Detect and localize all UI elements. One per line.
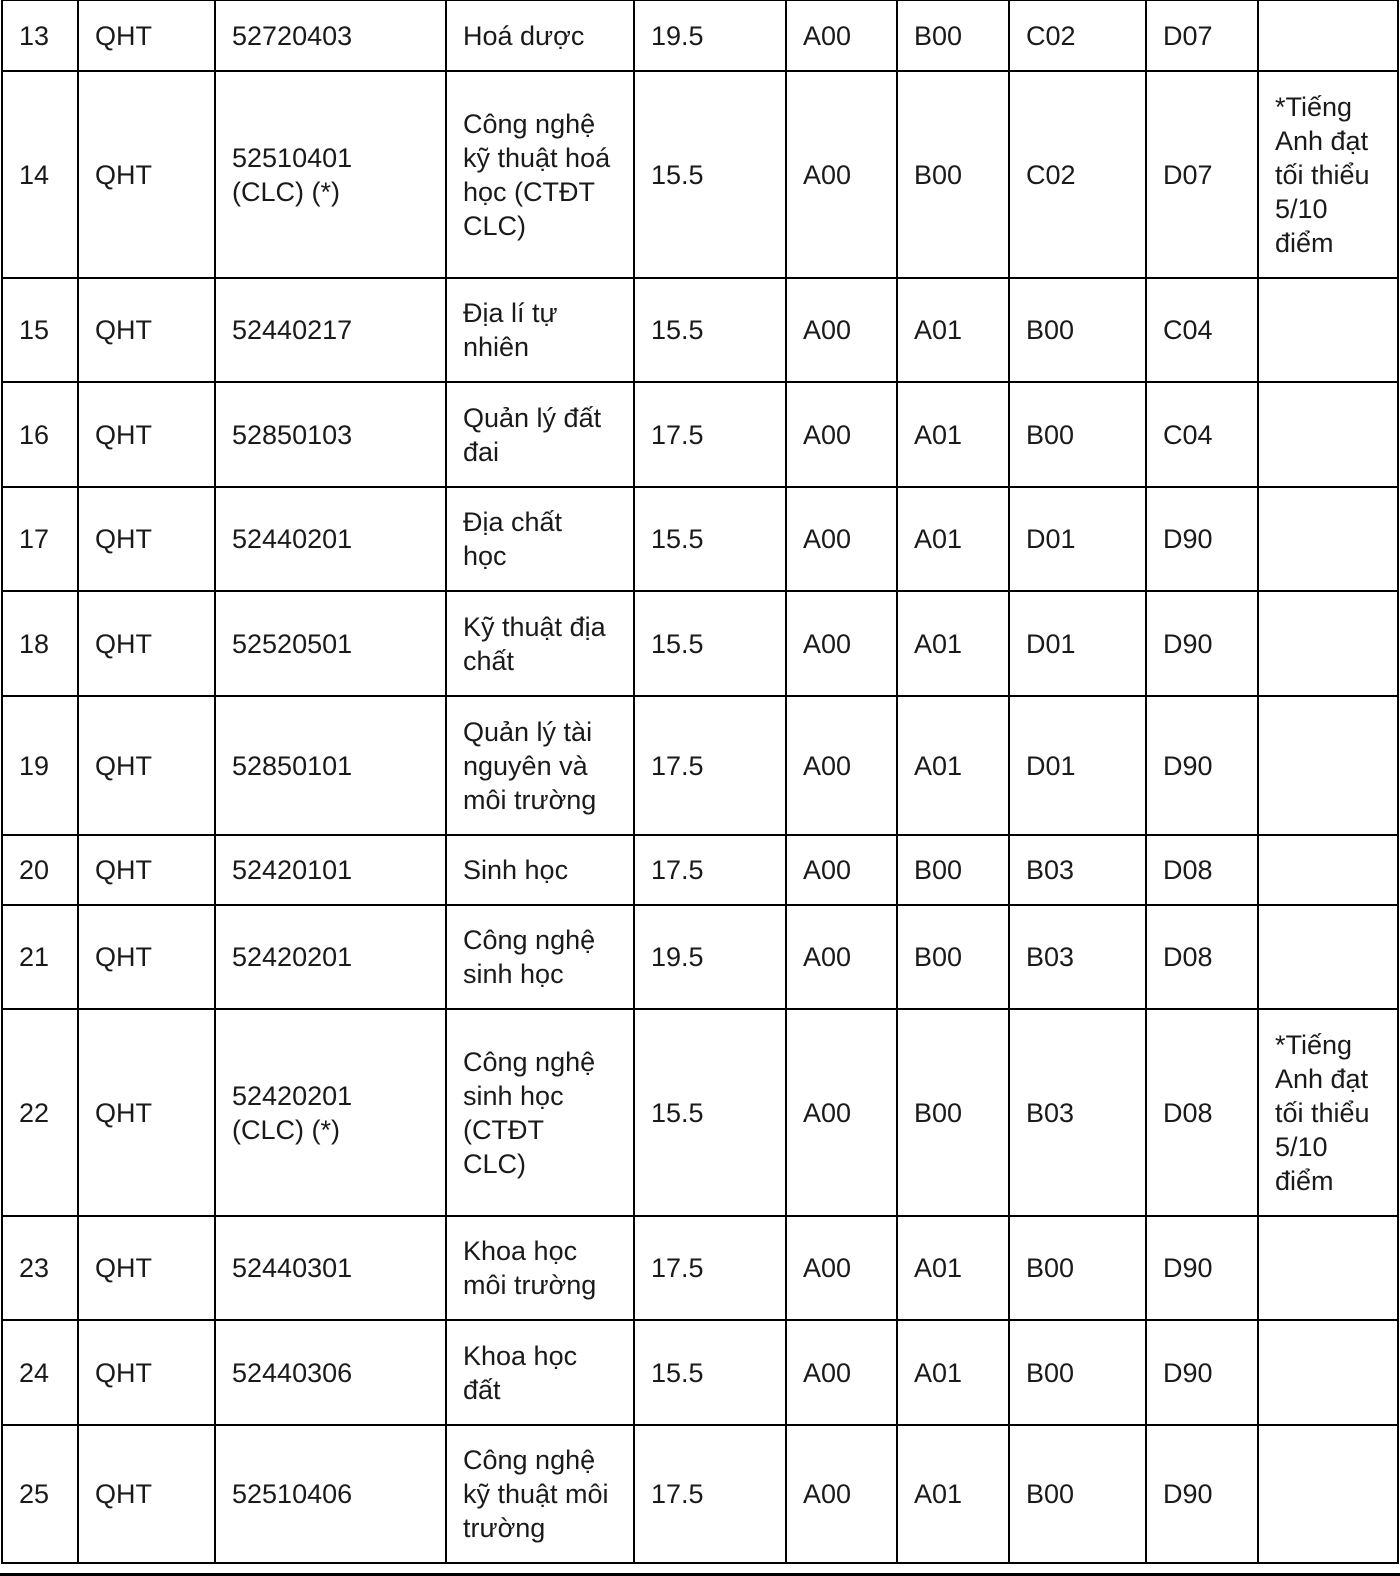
- major-code-cell-line: (CLC) (*): [232, 1114, 340, 1145]
- note-cell-line: điểm: [1275, 227, 1334, 258]
- note-cell: [1258, 278, 1398, 382]
- row-number-cell: 13: [2, 0, 78, 71]
- major-name-cell-line: Sinh học: [463, 855, 569, 885]
- cutoff-score-cell: 15.5: [634, 1009, 786, 1216]
- major-code-cell: [215, 0, 446, 71]
- table-row: [2, 835, 1398, 905]
- major-name-cell: [446, 278, 634, 382]
- subject-combo-cell: B00: [897, 1009, 1009, 1216]
- major-name-cell-line: Công nghệ: [463, 1046, 596, 1077]
- row-number-cell: 17: [2, 487, 78, 591]
- row-number-cell: 21: [2, 905, 78, 1009]
- note-cell: [1258, 1425, 1398, 1563]
- subject-combo-cell: C02: [1009, 0, 1146, 71]
- note-cell-line: *Tiếng: [1275, 91, 1353, 122]
- note-cell-line: 5/10: [1275, 1131, 1328, 1162]
- school-code-cell: QHT: [78, 1216, 215, 1320]
- major-code-cell-line: 52520501: [232, 628, 353, 659]
- table-body: [2, 0, 1398, 1563]
- subject-combo-cell: A00: [786, 905, 897, 1009]
- cutoff-score-cell: 17.5: [634, 835, 786, 905]
- subject-combo-cell: D90: [1146, 1216, 1258, 1320]
- major-name-cell-line: Khoa học: [463, 1340, 578, 1371]
- major-name-cell: [446, 1320, 634, 1425]
- subject-combo-cell: B00: [897, 835, 1009, 905]
- subject-combo-cell: B00: [1009, 1320, 1146, 1425]
- table-row: [2, 1320, 1398, 1425]
- row-number-cell: 16: [2, 382, 78, 487]
- major-code-cell: [215, 1009, 446, 1216]
- subject-combo-cell: C04: [1146, 382, 1258, 487]
- major-name-cell: [446, 835, 634, 905]
- subject-combo-cell: A01: [897, 487, 1009, 591]
- subject-combo-cell: A01: [897, 1216, 1009, 1320]
- major-code-cell: [215, 487, 446, 591]
- row-number-cell: 22: [2, 1009, 78, 1216]
- major-code-cell-line: 52420101: [232, 855, 353, 885]
- major-code-cell: [215, 696, 446, 835]
- school-code-cell: QHT: [78, 1009, 215, 1216]
- note-cell: [1258, 905, 1398, 1009]
- major-name-cell: [446, 71, 634, 278]
- subject-combo-cell: B00: [1009, 278, 1146, 382]
- school-code-cell: QHT: [78, 835, 215, 905]
- cutoff-score-cell: 15.5: [634, 1320, 786, 1425]
- major-name-cell-line: nguyên và: [463, 750, 588, 781]
- major-name-cell: [446, 591, 634, 696]
- cutoff-score-cell: 17.5: [634, 1425, 786, 1563]
- subject-combo-cell: A01: [897, 1320, 1009, 1425]
- major-name-cell-line: Khoa học: [463, 1236, 578, 1266]
- subject-combo-cell: B00: [897, 0, 1009, 71]
- note-cell-line: Anh đạt: [1275, 1063, 1369, 1094]
- school-code-cell: QHT: [78, 905, 215, 1009]
- major-name-cell-line: Hoá dược: [463, 20, 585, 51]
- major-name-cell-line: học (CTĐT: [463, 176, 596, 207]
- subject-combo-cell: A00: [786, 487, 897, 591]
- subject-combo-cell: A00: [786, 71, 897, 278]
- subject-combo-cell: A01: [897, 278, 1009, 382]
- note-cell: [1258, 382, 1398, 487]
- admission-score-table: [1, 0, 1399, 1564]
- subject-combo-cell: D90: [1146, 1320, 1258, 1425]
- subject-combo-cell: D08: [1146, 905, 1258, 1009]
- table-row: [2, 1216, 1398, 1320]
- major-name-cell-line: nhiên: [463, 332, 530, 362]
- school-code-cell: QHT: [78, 278, 215, 382]
- school-code-cell: QHT: [78, 71, 215, 278]
- major-name-cell-line: kỹ thuật môi: [463, 1479, 609, 1509]
- major-code-cell: [215, 1216, 446, 1320]
- subject-combo-cell: A00: [786, 1425, 897, 1563]
- major-name-cell: [446, 1216, 634, 1320]
- major-name-cell-line: (CTĐT: [463, 1114, 544, 1145]
- major-code-cell: [215, 835, 446, 905]
- subject-combo-cell: D01: [1009, 487, 1146, 591]
- major-code-cell: [215, 278, 446, 382]
- major-code-cell: [215, 905, 446, 1009]
- row-number-cell: 14: [2, 71, 78, 278]
- subject-combo-cell: B03: [1009, 1009, 1146, 1216]
- major-name-cell-line: Công nghệ: [463, 925, 596, 955]
- major-code-cell-line: 52440301: [232, 1253, 353, 1283]
- major-name-cell-line: CLC): [463, 1148, 527, 1179]
- major-name-cell-line: môi trường: [463, 1270, 597, 1300]
- major-name-cell: [446, 905, 634, 1009]
- subject-combo-cell: D08: [1146, 1009, 1258, 1216]
- subject-combo-cell: C02: [1009, 71, 1146, 278]
- major-name-cell-line: CLC): [463, 210, 527, 241]
- subject-combo-cell: A00: [786, 1320, 897, 1425]
- major-name-cell-line: môi trường: [463, 784, 597, 815]
- subject-combo-cell: B00: [1009, 1216, 1146, 1320]
- table-row: [2, 278, 1398, 382]
- major-code-cell: [215, 591, 446, 696]
- major-code-cell-line: 52440217: [232, 315, 353, 345]
- school-code-cell: QHT: [78, 591, 215, 696]
- major-name-cell: [446, 487, 634, 591]
- row-number-cell: 20: [2, 835, 78, 905]
- cutoff-score-cell: 17.5: [634, 1216, 786, 1320]
- cutoff-score-cell: 15.5: [634, 71, 786, 278]
- major-code-cell-line: 52850103: [232, 419, 353, 450]
- subject-combo-cell: A00: [786, 278, 897, 382]
- major-code-cell: [215, 382, 446, 487]
- subject-combo-cell: B00: [897, 905, 1009, 1009]
- subject-combo-cell: A00: [786, 1216, 897, 1320]
- note-cell-line: điểm: [1275, 1165, 1334, 1196]
- subject-combo-cell: A01: [897, 1425, 1009, 1563]
- subject-combo-cell: D90: [1146, 591, 1258, 696]
- subject-combo-cell: B00: [1009, 1425, 1146, 1563]
- school-code-cell: QHT: [78, 696, 215, 835]
- major-name-cell: [446, 1009, 634, 1216]
- major-code-cell: [215, 71, 446, 278]
- major-name-cell-line: Địa chất: [463, 507, 563, 537]
- major-name-cell-line: học: [463, 541, 507, 571]
- major-name-cell-line: đất: [463, 1374, 501, 1405]
- subject-combo-cell: A00: [786, 382, 897, 487]
- note-cell-line: tối thiểu: [1275, 1097, 1370, 1128]
- note-cell-line: Anh đạt: [1275, 125, 1369, 156]
- note-cell: [1258, 591, 1398, 696]
- note-cell: [1258, 487, 1398, 591]
- note-cell: [1258, 1009, 1398, 1216]
- note-cell: [1258, 0, 1398, 71]
- cutoff-score-cell: 19.5: [634, 0, 786, 71]
- subject-combo-cell: D07: [1146, 0, 1258, 71]
- row-number-cell: 15: [2, 278, 78, 382]
- subject-combo-cell: A00: [786, 0, 897, 71]
- subject-combo-cell: D90: [1146, 1425, 1258, 1563]
- subject-combo-cell: A01: [897, 382, 1009, 487]
- note-cell: [1258, 1320, 1398, 1425]
- note-cell-line: tối thiểu: [1275, 159, 1370, 190]
- row-number-cell: 25: [2, 1425, 78, 1563]
- subject-combo-cell: B03: [1009, 905, 1146, 1009]
- note-cell-line: 5/10: [1275, 193, 1328, 224]
- subject-combo-cell: D01: [1009, 696, 1146, 835]
- major-code-cell-line: 52440306: [232, 1357, 353, 1388]
- subject-combo-cell: D01: [1009, 591, 1146, 696]
- table-row: [2, 71, 1398, 278]
- row-number-cell: 23: [2, 1216, 78, 1320]
- subject-combo-cell: D90: [1146, 487, 1258, 591]
- cutoff-score-cell: 19.5: [634, 905, 786, 1009]
- table-row: [2, 591, 1398, 696]
- subject-combo-cell: A00: [786, 835, 897, 905]
- major-name-cell-line: Quản lý đất: [463, 402, 602, 433]
- major-name-cell: [446, 696, 634, 835]
- major-code-cell-line: (CLC) (*): [232, 176, 340, 207]
- major-name-cell: [446, 0, 634, 71]
- cutoff-score-cell: 17.5: [634, 382, 786, 487]
- subject-combo-cell: A00: [786, 591, 897, 696]
- major-code-cell-line: 52850101: [232, 750, 353, 781]
- subject-combo-cell: B00: [1009, 382, 1146, 487]
- major-name-cell-line: trường: [463, 1513, 546, 1543]
- subject-combo-cell: A00: [786, 696, 897, 835]
- subject-combo-cell: D07: [1146, 71, 1258, 278]
- cutoff-score-cell: 15.5: [634, 278, 786, 382]
- note-cell: [1258, 71, 1398, 278]
- table-row: [2, 905, 1398, 1009]
- table-row: [2, 1009, 1398, 1216]
- table-row: [2, 487, 1398, 591]
- major-name-cell-line: Địa lí tự: [463, 298, 558, 328]
- major-name-cell-line: Công nghệ: [463, 108, 596, 139]
- school-code-cell: QHT: [78, 382, 215, 487]
- subject-combo-cell: B00: [897, 71, 1009, 278]
- row-number-cell: 18: [2, 591, 78, 696]
- major-code-cell-line: 52720403: [232, 20, 353, 51]
- school-code-cell: QHT: [78, 487, 215, 591]
- cutoff-score-cell: 17.5: [634, 696, 786, 835]
- subject-combo-cell: C04: [1146, 278, 1258, 382]
- subject-combo-cell: A00: [786, 1009, 897, 1216]
- major-code-cell: [215, 1320, 446, 1425]
- major-name-cell: [446, 1425, 634, 1563]
- major-name-cell-line: sinh học: [463, 1080, 564, 1111]
- cutoff-score-cell: 15.5: [634, 591, 786, 696]
- major-name-cell-line: sinh học: [463, 959, 564, 989]
- school-code-cell: QHT: [78, 1320, 215, 1425]
- major-name-cell-line: Công nghệ: [463, 1445, 596, 1475]
- table-row: [2, 0, 1398, 71]
- note-cell: [1258, 696, 1398, 835]
- major-code-cell-line: 52510401: [232, 142, 353, 173]
- subject-combo-cell: D90: [1146, 696, 1258, 835]
- table-row: [2, 1425, 1398, 1563]
- table-row: [2, 382, 1398, 487]
- major-name-cell-line: đai: [463, 436, 500, 467]
- major-name-cell: [446, 382, 634, 487]
- subject-combo-cell: A01: [897, 696, 1009, 835]
- subject-combo-cell: B03: [1009, 835, 1146, 905]
- major-code-cell-line: 52420201: [232, 1080, 353, 1111]
- note-cell: [1258, 1216, 1398, 1320]
- major-code-cell-line: 52420201: [232, 942, 353, 972]
- major-code-cell: [215, 1425, 446, 1563]
- note-cell-line: *Tiếng: [1275, 1029, 1353, 1060]
- major-code-cell-line: 52510406: [232, 1479, 353, 1509]
- major-name-cell-line: Kỹ thuật địa: [463, 611, 606, 642]
- school-code-cell: QHT: [78, 1425, 215, 1563]
- row-number-cell: 24: [2, 1320, 78, 1425]
- table-row: [2, 696, 1398, 835]
- school-code-cell: QHT: [78, 0, 215, 71]
- major-code-cell-line: 52440201: [232, 524, 353, 554]
- major-name-cell-line: kỹ thuật hoá: [463, 142, 611, 173]
- major-name-cell-line: chất: [463, 645, 515, 676]
- subject-combo-cell: A01: [897, 591, 1009, 696]
- major-name-cell-line: Quản lý tài: [463, 716, 593, 747]
- row-number-cell: 19: [2, 696, 78, 835]
- subject-combo-cell: D08: [1146, 835, 1258, 905]
- note-cell: [1258, 835, 1398, 905]
- cutoff-score-cell: 15.5: [634, 487, 786, 591]
